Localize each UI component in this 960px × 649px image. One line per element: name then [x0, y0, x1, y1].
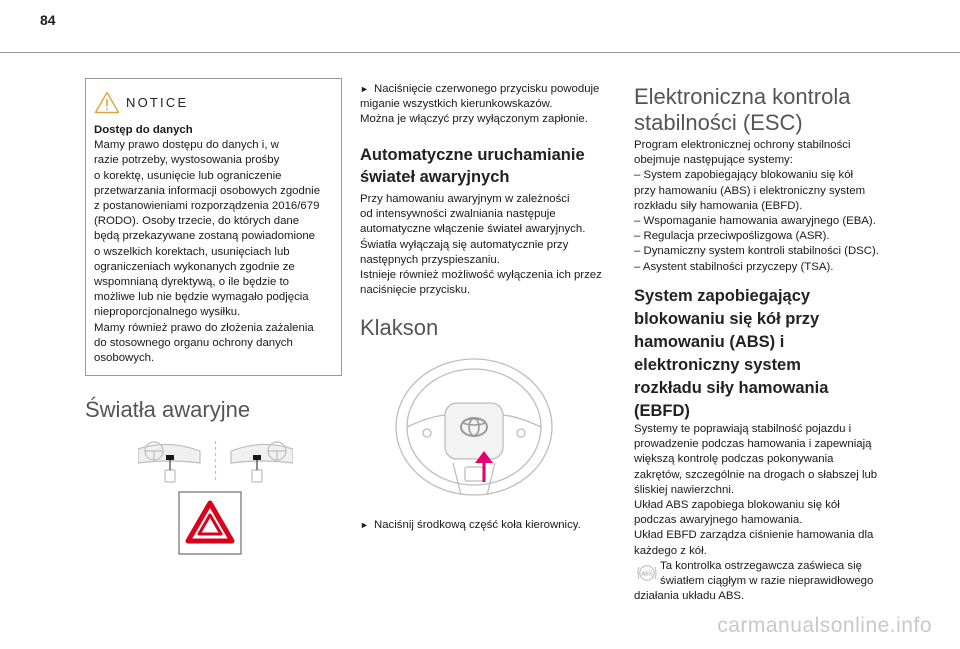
- warning-line-1: Ta kontrolka ostrzegawcza zaświeca się: [660, 560, 862, 572]
- abs-warning-block: [634, 559, 896, 605]
- horn-instruction: [360, 518, 605, 533]
- notice-line: o wszelkich korektach, usunięciach lub: [94, 245, 290, 258]
- abs-ebfd-title: [634, 285, 896, 423]
- watermark: carmanualsonline.info: [717, 614, 932, 637]
- auto-title-line-2: świateł awaryjnych: [360, 168, 510, 186]
- notice-line: (RODO). Osoby trzecie, do których dane: [94, 215, 300, 228]
- notice-line: razie potrzeby, wystosowania prośby: [94, 154, 280, 167]
- esc-title-line-2: stabilności (ESC): [634, 110, 803, 135]
- esc-title: [634, 84, 896, 136]
- auto-hazard-line: naciśnięcie przycisku.: [360, 284, 471, 297]
- esc-line: rozkładu siły hamowania (EBFD).: [634, 199, 803, 212]
- abs-line: Układ EBFD zarządza ciśnienie hamowania dla: [634, 529, 874, 542]
- abs-title-line: hamowaniu (ABS) i: [634, 333, 785, 351]
- notice-line: ograniczeniach wykonanych zgodnie ze: [94, 260, 295, 273]
- horn-instruction-text: Naciśnij środkową część koła kierownicy.: [374, 519, 581, 531]
- notice-box: [85, 78, 342, 376]
- page-number: 84: [40, 12, 56, 28]
- notice-line: Mamy również prawo do złożenia zażalenia: [94, 321, 314, 334]
- abs-line: śliskiej nawierzchni.: [634, 483, 735, 496]
- abs-warning-light-icon: [634, 560, 660, 582]
- abs-title-line: blokowaniu się kół przy: [634, 310, 820, 328]
- abs-line: zakrętów, szczególnie na drogach o słabszej lub: [634, 468, 878, 481]
- auto-hazard-title: [360, 144, 620, 188]
- notice-heading: Dostęp do danych: [94, 124, 193, 136]
- abs-ebfd-body: [634, 422, 896, 559]
- auto-hazard-line: Przy hamowaniu awaryjnym w zależności: [360, 193, 570, 205]
- abs-line: większą kontrolę podczas pokonywania: [634, 453, 834, 466]
- warning-line-3: działania układu ABS.: [634, 590, 745, 603]
- esc-body: [634, 138, 896, 275]
- abs-title-line: (EBFD): [634, 402, 690, 420]
- notice-title: NOTICE: [126, 94, 189, 110]
- arrow-right-icon: ►: [360, 520, 369, 530]
- warning-triangle-icon: [94, 91, 120, 114]
- esc-line: przy hamowaniu (ABS) i elektroniczny system: [634, 184, 866, 197]
- auto-hazard-body: [360, 192, 605, 298]
- abs-line: podczas awaryjnego hamowania.: [634, 514, 803, 527]
- horn-title: Klakson: [360, 315, 439, 340]
- notice-line: możliwe lub nie będzie wymagało podjęcia: [94, 291, 309, 304]
- svg-text:ABS: ABS: [641, 571, 653, 578]
- steering-wheel-illustration: [393, 355, 556, 500]
- notice-body: [94, 123, 338, 366]
- notice-line: przetwarzania informacji osobowych zgodnie: [94, 184, 321, 197]
- esc-line: – Wspomaganie hamowania awaryjnego (EBA).: [634, 215, 876, 228]
- esc-line: – System zapobiegający blokowaniu się kół: [634, 169, 854, 182]
- auto-hazard-line: następnych przyspieszaniu.: [360, 253, 500, 266]
- esc-line: – Asystent stabilności przyczepy (TSA).: [634, 260, 834, 273]
- auto-hazard-line: Światła wyłączają się automatycznie przy: [360, 238, 569, 251]
- auto-title-line-1: Automatyczne uruchamianie: [360, 146, 585, 164]
- notice-line: do stosownego organu ochrony danych: [94, 336, 293, 349]
- hazard-lights-title: Światła awaryjne: [85, 397, 251, 422]
- press-red-line-1: Naciśnięcie czerwonego przycisku powoduje: [374, 83, 600, 95]
- abs-title-line: elektroniczny system: [634, 356, 801, 374]
- warning-line-2: światłem ciągłym w razie nieprawidłowego: [660, 575, 874, 588]
- hazard-press-text: [360, 82, 605, 128]
- esc-line: obejmuje następujące systemy:: [634, 154, 793, 167]
- hazard-warning-icon: [178, 491, 242, 555]
- auto-hazard-line: automatyczne włączenie świateł awaryjnych.: [360, 223, 586, 236]
- esc-line: Program elektronicznej ochrony stabilności: [634, 139, 851, 151]
- abs-title-line: rozkładu siły hamowania: [634, 379, 829, 397]
- hazard-location-illustration: [138, 437, 293, 485]
- abs-line: prowadzenie podczas hamowania i zapewniają: [634, 438, 872, 451]
- notice-line: o korektę, usunięcie lub ograniczenie: [94, 169, 282, 182]
- notice-line: osobowych.: [94, 352, 155, 365]
- abs-title-line: System zapobiegający: [634, 287, 811, 305]
- notice-line: wspomnianą dyrektywą, o ile będzie to: [94, 276, 290, 289]
- press-red-line-2: miganie wszystkich kierunkowskazów.: [360, 98, 553, 111]
- notice-line: nieproporcjonalnego wysiłku.: [94, 306, 241, 319]
- auto-hazard-line: Istnieje również możliwość wyłączenia ich przez: [360, 269, 602, 282]
- notice-header: [94, 87, 188, 117]
- notice-line: z postanowieniami rozporządzenia 2016/679: [94, 200, 320, 213]
- notice-line: będą przekazywane zostaną powiadomione: [94, 230, 315, 243]
- notice-line: Mamy prawo dostępu do danych i, w: [94, 139, 279, 152]
- abs-line: Systemy te poprawiają stabilność pojazdu i: [634, 423, 852, 435]
- auto-hazard-line: od intensywności zwalniania następuje: [360, 208, 556, 221]
- abs-line: każdego z kół.: [634, 544, 707, 557]
- esc-line: – Regulacja przeciwpoślizgowa (ASR).: [634, 230, 830, 243]
- abs-line: Układ ABS zapobiega blokowaniu się kół: [634, 499, 840, 512]
- esc-title-line-1: Elektroniczna kontrola: [634, 84, 851, 109]
- header-rule: [0, 52, 960, 53]
- arrow-right-icon: ►: [360, 84, 369, 94]
- press-red-line-3: Można je włączyć przy wyłączonym zapłonie.: [360, 113, 588, 126]
- esc-line: – Dynamiczny system kontroli stabilności (DSC).: [634, 245, 879, 258]
